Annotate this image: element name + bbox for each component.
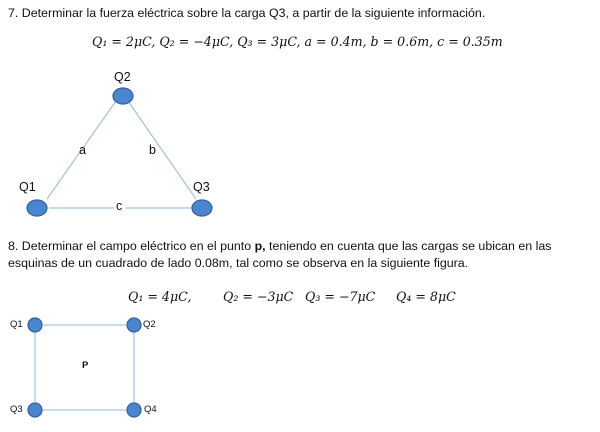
charge8-q3-dot [28,403,42,417]
label8-q1: Q1 [10,319,23,330]
problem8-given-q3: Q₃ = −7μC [305,289,376,304]
label-q3: Q3 [193,180,210,194]
charge-q2-dot [113,88,133,104]
charge-q1-dot [27,200,47,216]
problem7-given-values: Q₁ = 2μC, Q₂ = −4μC, Q₃ = 3μC, a = 0.4m, b = 0.6m, c = 0.35m [92,34,503,49]
charge8-q2-dot [127,318,141,332]
charge8-q4-dot [127,403,141,417]
problem8-point-bold: p, [254,239,266,253]
problem8-given-q4: Q₄ = 8μC [396,289,456,304]
problem8-statement [8,238,596,272]
problem7-statement: 7. Determinar la fuerza eléctrica sobre la carga Q3, a partir de la siguiente información. [8,6,486,20]
label8-q3: Q3 [10,404,23,415]
triangle-side-b [128,101,196,199]
problem8-given-q1: Q₁ = 4μC, [128,289,192,304]
charge8-q1-dot [28,318,42,332]
label-side-b: b [149,143,156,157]
label8-point-p: P [82,360,89,371]
label-side-a: a [79,143,86,157]
label8-q4: Q4 [144,404,157,415]
problem8-statement-part1: 8. Determinar el campo eléctrico en el punto [8,239,255,253]
label-q2: Q2 [114,70,131,84]
problem8-statement-part2: teniendo en cuenta que las cargas se ubican en las esquinas de un cuadrado de lado 0.08m, tal como se observa en la siguiente figura. [8,239,552,270]
label-side-c: c [116,199,123,213]
label-q1: Q1 [19,180,36,194]
charge-q3-dot [192,200,212,216]
label8-q2: Q2 [143,319,156,330]
problem8-given-q2: Q₂ = −3μC [223,289,294,304]
